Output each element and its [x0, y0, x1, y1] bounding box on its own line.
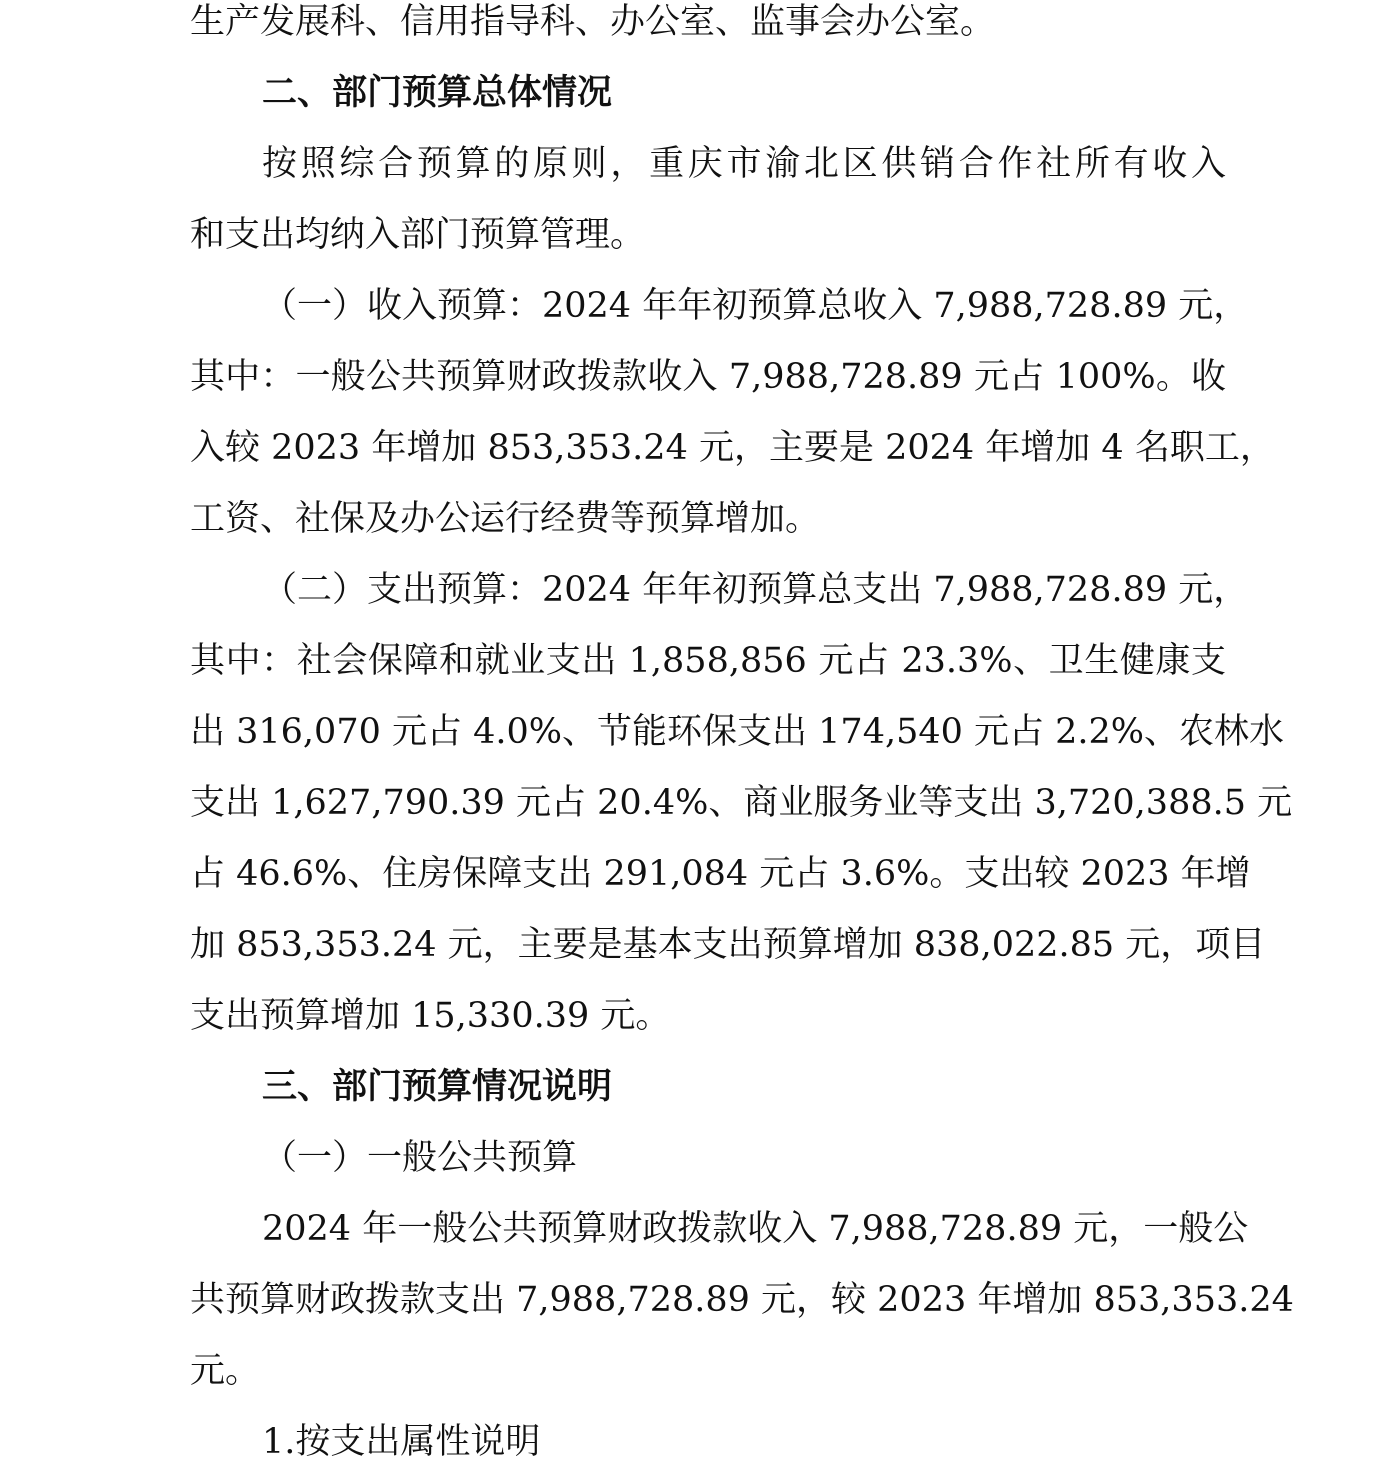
paragraph-income-budget — [190, 271, 1275, 555]
text-line: 加 853,353.24 元，主要是基本支出预算增加 838,022.85 元，项目 — [190, 925, 1266, 965]
text-line: 支出预算增加 15,330.39 元。 — [190, 996, 671, 1036]
subheading-general-public-budget: （一）一般公共预算 — [262, 1138, 578, 1178]
text-line: 生产发展科、信用指导科、办公室、监事会办公室。 — [190, 2, 996, 42]
section-heading-overall: 二、部门预算总体情况 — [262, 73, 613, 113]
top-paragraph — [190, 0, 1226, 58]
text-line: （二）支出预算：2024 年年初预算总支出 7,988,728.89 元， — [262, 570, 1249, 610]
text-line: 其中：一般公共预算财政拨款收入 7,988,728.89 元占 100%。收 — [190, 357, 1226, 397]
text-line: （一）收入预算：2024 年年初预算总收入 7,988,728.89 元， — [262, 286, 1249, 326]
text-line: 支出 1,627,790.39 元占 20.4%、商业服务业等支出 3,720,388.5 元 — [190, 783, 1293, 823]
text-line: 按照综合预算的原则，重庆市渝北区供销合作社所有收入 — [262, 144, 1226, 184]
text-line: 共预算财政拨款支出 7,988,728.89 元，较 2023 年增加 853,353.24 — [190, 1280, 1294, 1320]
document-body — [190, 0, 1294, 1478]
paragraph-intro — [190, 129, 1226, 271]
text-line: 出 316,070 元占 4.0%、节能环保支出 174,540 元占 2.2%、农林水 — [190, 712, 1285, 752]
text-line: 工资、社保及办公运行经费等预算增加。 — [190, 499, 821, 539]
paragraph-expense-budget — [190, 555, 1293, 1052]
paragraph-general-public-budget — [190, 1194, 1294, 1407]
text-line: 入较 2023 年增加 853,353.24 元，主要是 2024 年增加 4 名职工， — [190, 428, 1275, 468]
text-line: 元。 — [190, 1351, 261, 1391]
item-heading-expense-attribute: 1.按支出属性说明 — [262, 1422, 541, 1462]
text-line: 占 46.6%、住房保障支出 291,084 元占 3.6%。支出较 2023 年增 — [190, 854, 1251, 894]
text-line: 其中：社会保障和就业支出 1,858,856 元占 23.3%、卫生健康支 — [190, 641, 1226, 681]
text-line: 2024 年一般公共预算财政拨款收入 7,988,728.89 元，一般公 — [262, 1209, 1249, 1249]
section-heading-budget-details: 三、部门预算情况说明 — [262, 1067, 613, 1107]
text-line: 和支出均纳入部门预算管理。 — [190, 215, 646, 255]
